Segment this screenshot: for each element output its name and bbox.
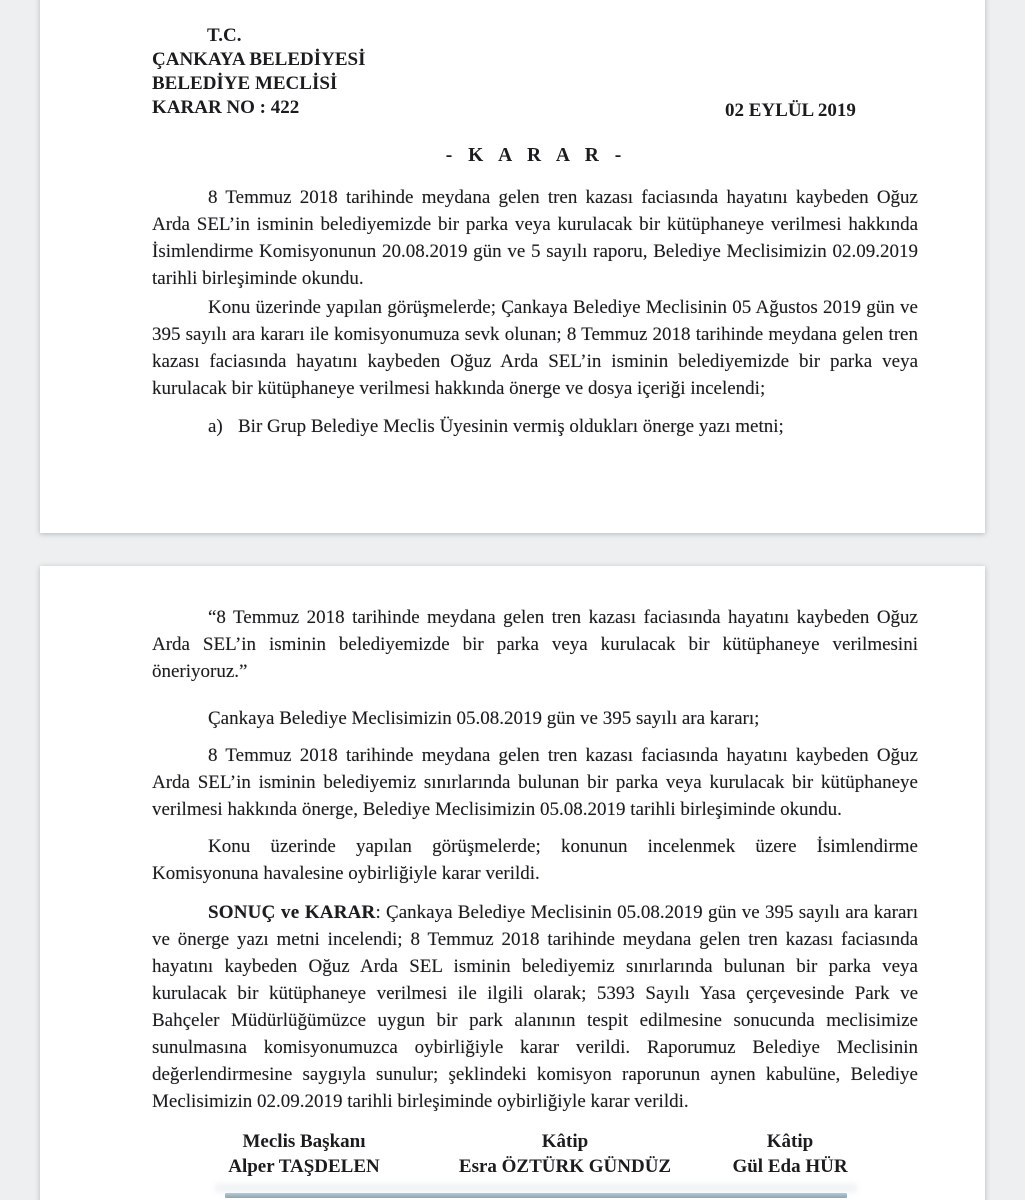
document-page-2 [40, 566, 985, 1200]
signature-name: Esra ÖZTÜRK GÜNDÜZ [458, 1156, 672, 1177]
signature-clerk-1 [452, 1130, 678, 1179]
paragraph-final-decision [152, 899, 918, 1115]
paragraph-report-read: 8 Temmuz 2018 tarihinde meydana gelen tren kazası faciasında hayatını kaybeden Oğuz Arda SEL’in isminin belediyemizde bir parka veya kurulacak bir kütüphaneye verilmesi hakkında İsimlendirme Komisyonunun 20.08.2019 gün ve 5 sayılı raporu, Belediye Meclisimizin 02.09.2019 tarihli birleşiminde okundu. [152, 187, 918, 289]
document-page-1 [40, 0, 985, 533]
signature-council-chair [194, 1130, 414, 1179]
signature-name: Gül Eda HÜR [732, 1156, 848, 1177]
paragraph-motion-read: 8 Temmuz 2018 tarihinde meydana gelen tren kazası faciasında hayatını kaybeden Oğuz Arda SEL’in isminin belediyemiz sınırlarında bulunan bir parka veya kurulacak bir kütüphaneye verilmesi hakkında önerge, Belediye Meclisimizin 05.08.2019 tarihli birleşiminde okundu. [152, 745, 918, 820]
final-decision-text: : Çankaya Belediye Meclisinin 05.08.2019 gün ve 395 sayılı ara kararı ve önerge yazı metni incelendi; 8 Temmuz 2018 tarihinde meydana gelen tren kazası faciasında hayatını kaybeden Oğuz Arda SEL isminin belediyemiz sınırlarında bulunan bir parka veya kurulacak bir kütüphaneye verilmesi ile ilgili olarak; 5393 Sayılı Yasa çerçevesinde Park ve Bahçeler Müdürlüğümüzce uygun bir park alanının tespit edilmesine sonucunda meclisimize sunulmasına komisyonumuzca oybirliğiyle karar verildi. Raporumuz Belediye Meclisinin değerlendirmesine saygıyla sunulur; şeklindeki komisyon raporunun aynen kabulüne, Belediye Meclisimizin 02.09.2019 tarihli birleşiminde oybirliğiyle karar verildi. [152, 902, 919, 1112]
signature-title: Meclis Başkanı [242, 1131, 366, 1152]
signature-clerk-2 [680, 1130, 900, 1179]
signature-block [152, 1130, 918, 1190]
paragraph-discussion: Konu üzerinde yapılan görüşmelerde; Çankaya Belediye Meclisinin 05 Ağustos 2019 gün ve 395 sayılı ara kararı ile komisyonumuza sevk olunan; 8 Temmuz 2018 tarihinde meydana gelen tren kazası faciasında hayatını kaybeden Oğuz Arda SEL’in isminin belediyemizde bir parka veya kurulacak bir kütüphaneye verilmesi hakkında önerge ve dosya içeriği incelendi; [152, 297, 918, 399]
cropped-element-top-edge [225, 1193, 847, 1198]
paragraph-referral: Konu üzerinde yapılan görüşmelerde; konunun incelenmek üzere İsimlendirme Komisyonuna havalesine oybirliğiyle karar verildi. [152, 836, 918, 884]
signature-title: Kâtip [766, 1131, 814, 1152]
signature-name: Alper TAŞDELEN [228, 1156, 380, 1177]
list-item-marker: a) [208, 416, 223, 437]
paragraph-motion-quote: “8 Temmuz 2018 tarihinde meydana gelen tren kazası faciasında hayatını kaybeden Oğuz Arda SEL’in isminin belediyemizde bir parka veya kurulacak bir kütüphaneye verilmesini öneriyoruz.” [152, 607, 918, 682]
final-decision-lead: SONUÇ ve KARAR [208, 902, 376, 923]
letterhead-decision-number: KARAR NO : 422 [152, 97, 300, 118]
letterhead-republic: T.C. [207, 25, 242, 46]
decision-heading: - K A R A R - [445, 145, 625, 166]
paragraph-interim-decision: Çankaya Belediye Meclisimizin 05.08.2019 gün ve 395 sayılı ara kararı; [208, 708, 760, 729]
letterhead-municipality: ÇANKAYA BELEDİYESİ [152, 49, 366, 70]
decision-date: 02 EYLÜL 2019 [725, 100, 856, 121]
list-item-text: Bir Grup Belediye Meclis Üyesinin vermiş oldukları önerge yazı metni; [238, 416, 784, 437]
letterhead-council: BELEDİYE MECLİSİ [152, 73, 338, 94]
signature-title: Kâtip [541, 1131, 589, 1152]
list-item-a [152, 413, 918, 440]
